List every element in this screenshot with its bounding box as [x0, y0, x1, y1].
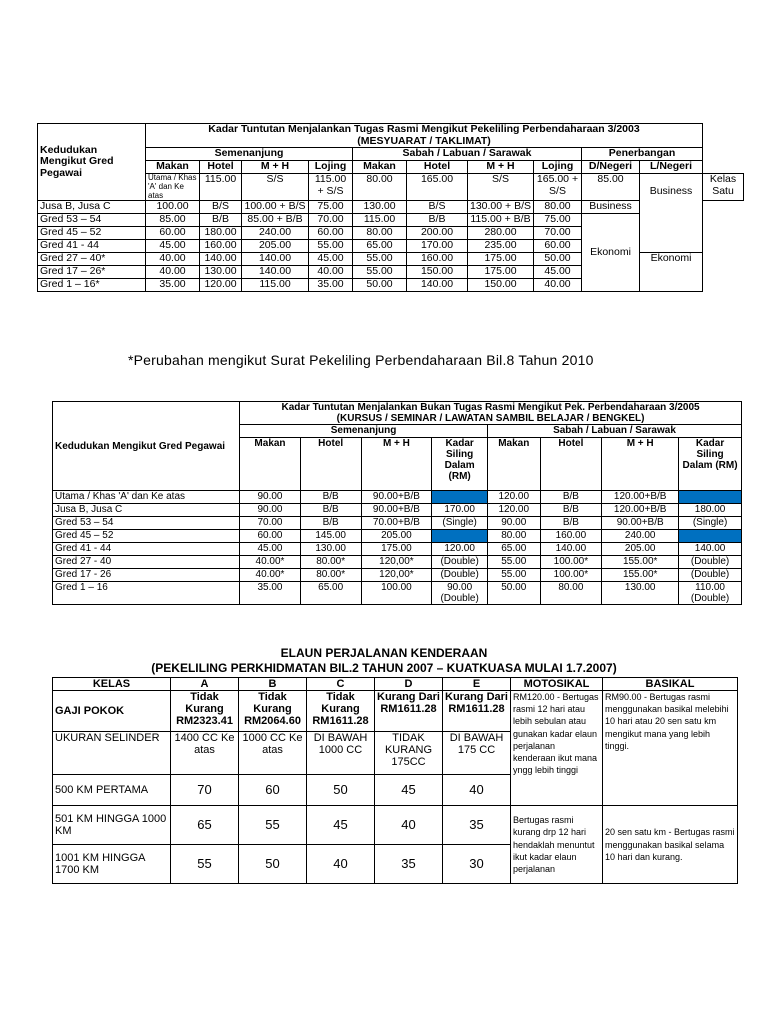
cell: 30: [443, 845, 511, 884]
cell: 40.00: [146, 253, 200, 266]
cell: 85.00 + B/B: [242, 214, 309, 227]
col-header: Makan: [240, 438, 301, 491]
col-header: Kadar Siling Dalam (RM): [679, 438, 742, 491]
cell: 55.00: [353, 266, 407, 279]
cell: Kurang Dari RM1611.28: [375, 691, 443, 732]
table2-subtitle: (KURSUS / SEMINAR / LAWATAN SAMBIL BELAJAR / BENGKEL): [336, 413, 645, 424]
cell: 40.00: [534, 279, 582, 292]
cell: B/B: [300, 517, 361, 530]
cell: 170.00: [432, 504, 488, 517]
cell: 45.00: [534, 266, 582, 279]
cell: B/B: [540, 491, 602, 504]
cell: 90.00: [240, 491, 301, 504]
col-header: M + H: [468, 161, 534, 174]
row-label: Gred 27 - 40: [53, 556, 240, 569]
cell-motosikal-top: RM120.00 - Bertugas rasmi 12 hari atau lebih sebulan atau gunakan kadar elaun perjalanan kenderaan ikut mana yngg lebih tinggi: [511, 691, 603, 806]
cell: 235.00: [468, 240, 534, 253]
col-header: D: [375, 678, 443, 691]
cell: 45: [307, 806, 375, 845]
cell: 240.00: [242, 227, 309, 240]
cell-ln-kelas-satu: Kelas Satu: [703, 174, 744, 201]
cell: 100.00 + B/S: [242, 201, 309, 214]
cell: 130.00: [353, 201, 407, 214]
cell: 45.00: [309, 253, 353, 266]
cell: 165.00 + S/S: [534, 174, 582, 201]
cell: 100.00: [146, 201, 200, 214]
row-label-gaji: GAJI POKOK: [53, 691, 171, 732]
cell: B/B: [540, 504, 602, 517]
row-label: Gred 1 – 16: [53, 582, 240, 605]
group-semenanjung: Semenanjung: [146, 148, 353, 161]
cell: 40.00*: [240, 569, 301, 582]
col-header: L/Negeri: [640, 161, 703, 174]
cell: 35.00: [309, 279, 353, 292]
cell: 35.00: [240, 582, 301, 605]
cell: 60.00: [309, 227, 353, 240]
cell-dn-ekonomi: Ekonomi: [640, 253, 703, 292]
cell: B/S: [200, 201, 242, 214]
cell: 90.00+B/B: [602, 517, 679, 530]
cell: 70.00: [309, 214, 353, 227]
cell: 205.00: [361, 530, 432, 543]
cell: 140.00: [242, 253, 309, 266]
col-header: E: [443, 678, 511, 691]
cell: 50.00: [353, 279, 407, 292]
col-header: Hotel: [300, 438, 361, 491]
row-label: Gred 41 - 44: [38, 240, 146, 253]
cell: B/B: [407, 214, 468, 227]
cell-ln-business: Business: [582, 201, 640, 214]
cell: 60: [239, 775, 307, 806]
row-label: Gred 17 – 26*: [38, 266, 146, 279]
cell: 180.00: [200, 227, 242, 240]
cell: Tidak Kurang RM2323.41: [171, 691, 239, 732]
cell: 120.00: [487, 491, 540, 504]
cell: 115.00: [200, 174, 242, 201]
cell: 55: [239, 806, 307, 845]
col-header: BASIKAL: [603, 678, 738, 691]
cell: 100.00: [361, 582, 432, 605]
table2-title-line: Kadar Tuntutan Menjalankan Bukan Tugas Rasmi Mengikut Pek. Perbendaharaan 3/2005: [281, 402, 700, 413]
cell: 175.00: [468, 253, 534, 266]
cell: 80.00: [487, 530, 540, 543]
cell: Kurang Dari RM1611.28: [443, 691, 511, 732]
cell: 80.00: [540, 582, 602, 605]
cell: 70: [171, 775, 239, 806]
cell: 180.00: [679, 504, 742, 517]
cell: 280.00: [468, 227, 534, 240]
col-header: Hotel: [407, 161, 468, 174]
cell: 55.00: [487, 556, 540, 569]
cell: 65.00: [300, 582, 361, 605]
cell: 35: [375, 845, 443, 884]
row-label: 1001 KM HINGGA 1700 KM: [53, 845, 171, 884]
cell: S/S: [242, 174, 309, 201]
row-label: Gred 53 – 54: [53, 517, 240, 530]
cell: Tidak Kurang RM1611.28: [307, 691, 375, 732]
cell: 90.00+B/B: [361, 504, 432, 517]
cell: 40.00: [146, 266, 200, 279]
cell: 1400 CC Ke atas: [171, 732, 239, 775]
table1-title: [146, 124, 703, 148]
table-elaun-kenderaan: [52, 677, 738, 884]
cell: 60.00: [240, 530, 301, 543]
cell: 75.00: [309, 201, 353, 214]
cell: 80.00: [353, 227, 407, 240]
cell: 40.00: [309, 266, 353, 279]
cell: 145.00: [300, 530, 361, 543]
cell: B/B: [300, 491, 361, 504]
row-label-ukuran: UKURAN SELINDER: [53, 732, 171, 775]
col-header: C: [307, 678, 375, 691]
cell: 70.00: [534, 227, 582, 240]
cell: 90.00: [240, 504, 301, 517]
header-kedudukan: Kedudukan Mengikut Gred Pegawai: [53, 402, 240, 491]
row-label: Gred 1 – 16*: [38, 279, 146, 292]
cell: 50: [307, 775, 375, 806]
col-header: MOTOSIKAL: [511, 678, 603, 691]
cell: 60.00: [146, 227, 200, 240]
cell: 120.00: [200, 279, 242, 292]
cell-highlight: [432, 491, 488, 504]
cell: 160.00: [540, 530, 602, 543]
cell: 155.00*: [602, 556, 679, 569]
cell: 50.00: [534, 253, 582, 266]
cell: 120,00*: [361, 569, 432, 582]
table3-title: ELAUN PERJALANAN KENDERAAN: [280, 646, 488, 660]
cell: 45.00: [240, 543, 301, 556]
header-kedudukan: Kedudukan Mengikut Gred Pegawai: [38, 124, 146, 201]
cell: 40.00*: [240, 556, 301, 569]
table1-title-line: Kadar Tuntutan Menjalankan Tugas Rasmi Mengikut Pekeliling Perbendaharaan 3/2003: [208, 123, 640, 135]
col-header: M + H: [242, 161, 309, 174]
col-header: Kadar Siling Dalam (RM): [432, 438, 488, 491]
cell-motosikal-bottom: Bertugas rasmi kurang drp 12 hari hendaklah menuntut ikut kadar elaun perjalanan: [511, 806, 603, 884]
cell: 100.00*: [540, 569, 602, 582]
col-header: M + H: [361, 438, 432, 491]
group-penerbangan: Penerbangan: [582, 148, 703, 161]
cell: 120.00: [487, 504, 540, 517]
cell: 120,00*: [361, 556, 432, 569]
cell: 110.00 (Double): [679, 582, 742, 605]
group-sabah: Sabah / Labuan / Sarawak: [353, 148, 582, 161]
cell: 170.00: [407, 240, 468, 253]
cell-ln-ekonomi: Ekonomi: [582, 214, 640, 292]
cell: 175.00: [468, 266, 534, 279]
cell: (Double): [432, 556, 488, 569]
cell: S/S: [468, 174, 534, 201]
table-rasmi: [37, 123, 744, 292]
cell: 65: [171, 806, 239, 845]
row-label: Gred 41 - 44: [53, 543, 240, 556]
row-label: Gred 27 – 40*: [38, 253, 146, 266]
row-label: Jusa B, Jusa C: [53, 504, 240, 517]
cell: 165.00: [407, 174, 468, 201]
group-sabah: Sabah / Labuan / Sarawak: [487, 425, 741, 438]
cell: 50.00: [487, 582, 540, 605]
cell: 160.00: [407, 253, 468, 266]
row-label: 501 KM HINGGA 1000 KM: [53, 806, 171, 845]
cell: 205.00: [602, 543, 679, 556]
cell: 85.00: [146, 214, 200, 227]
cell: 35: [443, 806, 511, 845]
cell: 50: [239, 845, 307, 884]
cell: (Single): [432, 517, 488, 530]
table2-title: [240, 402, 742, 425]
cell: 55.00: [353, 253, 407, 266]
col-header: A: [171, 678, 239, 691]
cell: 150.00: [407, 266, 468, 279]
group-semenanjung: Semenanjung: [240, 425, 488, 438]
cell: 45.00: [146, 240, 200, 253]
row-label: Utama / Khas 'A' dan Ke atas: [146, 174, 200, 201]
cell: 130.00 + B/S: [468, 201, 534, 214]
cell: 90.00: [487, 517, 540, 530]
table3-subtitle: (PEKELILING PERKHIDMATAN BIL.2 TAHUN 2007 – KUATKUASA MULAI 1.7.2007): [151, 661, 617, 675]
cell: B/B: [200, 214, 242, 227]
cell: 75.00: [534, 214, 582, 227]
col-header: Lojing: [534, 161, 582, 174]
cell-basikal-top: RM90.00 - Bertugas rasmi menggunakan basikal melebihi 10 hari atau 20 sen satu km mengikut mana yang lebih tinggi.: [603, 691, 738, 806]
cell: 140.00: [407, 279, 468, 292]
cell: (Double): [679, 556, 742, 569]
col-header: KELAS: [53, 678, 171, 691]
col-header: B: [239, 678, 307, 691]
col-header: D/Negeri: [582, 161, 640, 174]
cell: 45: [375, 775, 443, 806]
cell: 40: [443, 775, 511, 806]
row-label: Gred 45 – 52: [38, 227, 146, 240]
cell: 115.00 + S/S: [309, 174, 353, 201]
row-label: Gred 45 – 52: [53, 530, 240, 543]
cell: 140.00: [200, 253, 242, 266]
table-bukan-rasmi: [52, 401, 742, 605]
cell: 240.00: [602, 530, 679, 543]
cell: 90.00+B/B: [361, 491, 432, 504]
cell: 120.00+B/B: [602, 491, 679, 504]
cell: 80.00: [534, 201, 582, 214]
row-label: Gred 17 - 26: [53, 569, 240, 582]
cell: 80.00*: [300, 569, 361, 582]
footnote: *Perubahan mengikut Surat Pekeliling Perbendaharaan Bil.8 Tahun 2010: [128, 352, 594, 368]
cell: 65.00: [353, 240, 407, 253]
cell-highlight: [679, 530, 742, 543]
cell: 35.00: [146, 279, 200, 292]
col-header: Lojing: [309, 161, 353, 174]
cell: 55.00: [309, 240, 353, 253]
cell: 100.00*: [540, 556, 602, 569]
cell: 140.00: [540, 543, 602, 556]
table1-subtitle: (MESYUARAT / TAKLIMAT): [357, 134, 491, 147]
row-label: Utama / Khas 'A' dan Ke atas: [53, 491, 240, 504]
cell: 80.00*: [300, 556, 361, 569]
col-header: Hotel: [200, 161, 242, 174]
cell: 140.00: [679, 543, 742, 556]
cell-highlight: [432, 530, 488, 543]
cell: 205.00: [242, 240, 309, 253]
cell: 175.00: [361, 543, 432, 556]
cell: B/B: [540, 517, 602, 530]
cell-basikal-bottom: 20 sen satu km - Bertugas rasmi menggunakan basikal selama 10 hari dan kurang.: [603, 806, 738, 884]
cell: 60.00: [534, 240, 582, 253]
cell: 1000 CC Ke atas: [239, 732, 307, 775]
cell: 90.00 (Double): [432, 582, 488, 605]
cell: 40: [307, 845, 375, 884]
cell: DI BAWAH 175 CC: [443, 732, 511, 775]
col-header: M + H: [602, 438, 679, 491]
row-label: 500 KM PERTAMA: [53, 775, 171, 806]
cell-dn-business: Business: [640, 174, 703, 253]
col-header: Makan: [487, 438, 540, 491]
cell: 65.00: [487, 543, 540, 556]
cell: (Double): [432, 569, 488, 582]
cell: 55: [171, 845, 239, 884]
cell: 70.00: [240, 517, 301, 530]
cell: 130.00: [200, 266, 242, 279]
cell: 155.00*: [602, 569, 679, 582]
cell: 85.00: [582, 174, 640, 201]
cell-highlight: [679, 491, 742, 504]
cell: 200.00: [407, 227, 468, 240]
cell: B/B: [300, 504, 361, 517]
cell: 40: [375, 806, 443, 845]
cell: 160.00: [200, 240, 242, 253]
cell: Tidak Kurang RM2064.60: [239, 691, 307, 732]
cell: 130.00: [602, 582, 679, 605]
cell: B/S: [407, 201, 468, 214]
cell: 55.00: [487, 569, 540, 582]
cell: 115.00: [242, 279, 309, 292]
cell: 80.00: [353, 174, 407, 201]
cell: 115.00 + B/B: [468, 214, 534, 227]
cell: 120.00: [432, 543, 488, 556]
row-label: Jusa B, Jusa C: [38, 201, 146, 214]
col-header: Makan: [146, 161, 200, 174]
cell: 150.00: [468, 279, 534, 292]
cell: 140.00: [242, 266, 309, 279]
row-label: Gred 53 – 54: [38, 214, 146, 227]
cell: 130.00: [300, 543, 361, 556]
col-header: Hotel: [540, 438, 602, 491]
cell: (Double): [679, 569, 742, 582]
cell: DI BAWAH 1000 CC: [307, 732, 375, 775]
col-header: Makan: [353, 161, 407, 174]
cell: 115.00: [353, 214, 407, 227]
cell: TIDAK KURANG 175CC: [375, 732, 443, 775]
cell: 70.00+B/B: [361, 517, 432, 530]
cell: (Single): [679, 517, 742, 530]
cell: 120.00+B/B: [602, 504, 679, 517]
